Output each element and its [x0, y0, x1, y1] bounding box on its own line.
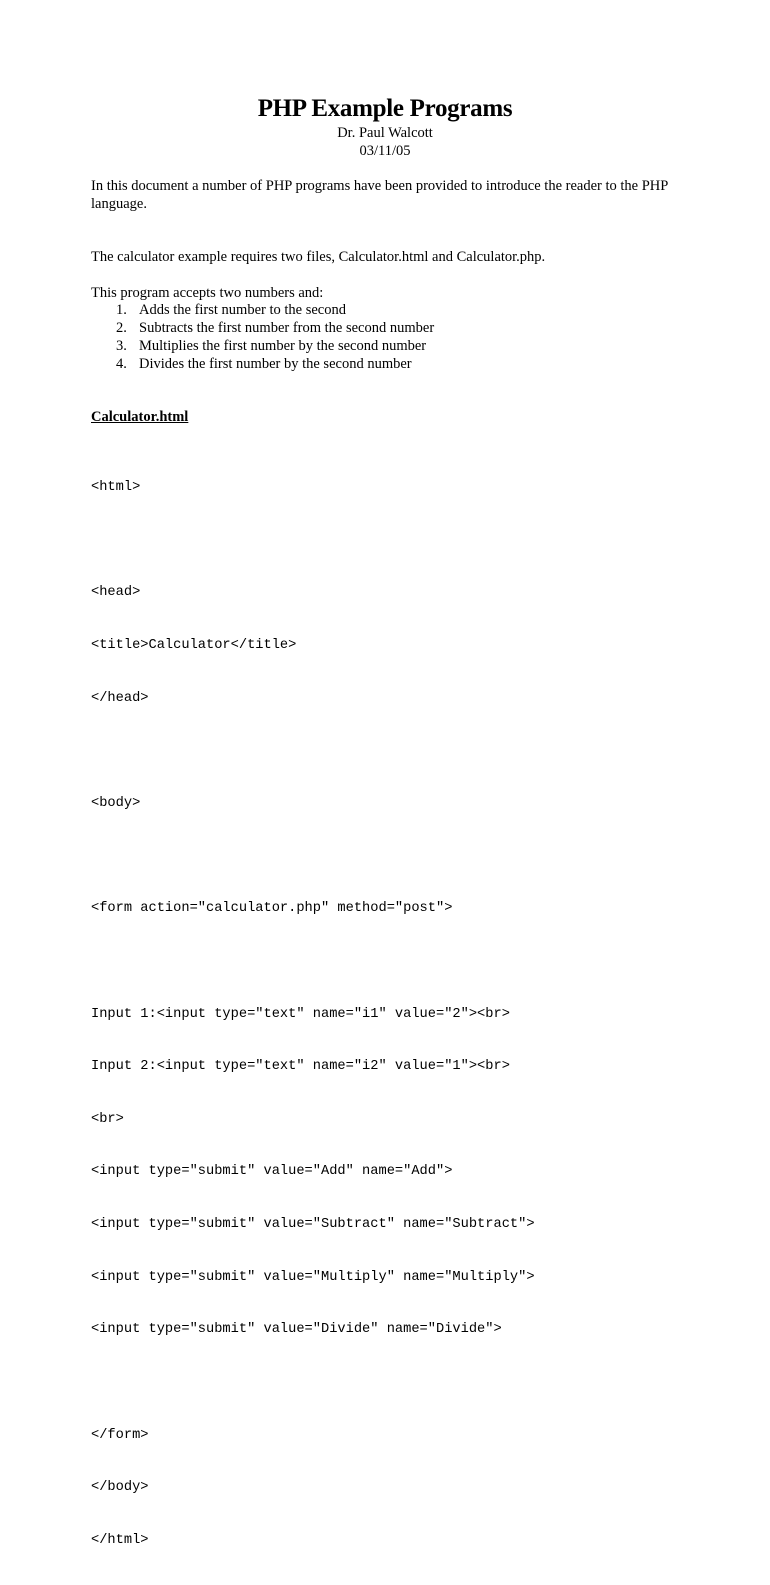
code-line: <br> [91, 1111, 124, 1127]
list-item-number: 3. [116, 338, 127, 354]
list-item [91, 301, 434, 319]
code-line: </body> [91, 1480, 149, 1496]
list-item-number: 4. [116, 356, 127, 372]
code-line: </html> [91, 1532, 149, 1548]
code-line: <head> [91, 585, 141, 601]
operations-list [91, 301, 434, 373]
list-item-text: Subtracts the first number from the second number [139, 320, 435, 336]
accepts-paragraph: This program accepts two numbers and: [91, 285, 324, 301]
list-item-text: Multiplies the first number by the second number [139, 338, 427, 354]
code-line: <input type="submit" value="Multiply" name="Multiply"> [91, 1269, 535, 1285]
list-item [91, 337, 434, 355]
intro-paragraph: In this document a number of PHP programs have been provided to introduce the reader to the PHP language. [91, 178, 668, 212]
list-item [91, 355, 434, 373]
code-block [91, 444, 731, 1585]
document-title: PHP Example Programs [257, 95, 513, 122]
code-line: <body> [91, 795, 141, 811]
list-item-number: 2. [116, 320, 127, 336]
section-heading: Calculator.html [91, 409, 189, 425]
code-line: <form action="calculator.php" method="post"> [91, 901, 453, 917]
code-line: </form> [91, 1427, 149, 1443]
code-line: <html> [91, 480, 141, 496]
calculator-intro-paragraph: The calculator example requires two files, Calculator.html and Calculator.php. [91, 249, 546, 265]
code-line: </head> [91, 690, 149, 706]
list-item-text: Adds the first number to the second [139, 302, 346, 318]
code-line: Input 1:<input type="text" name="i1" value="2"><br> [91, 1006, 510, 1022]
code-line [91, 742, 731, 760]
document-author: Dr. Paul Walcott [337, 125, 433, 141]
code-line [91, 953, 731, 971]
list-item-text: Divides the first number by the second number [139, 356, 412, 372]
code-line: <title>Calculator</title> [91, 638, 297, 654]
code-line: Input 2:<input type="text" name="i2" value="1"><br> [91, 1059, 510, 1075]
code-line [91, 532, 731, 550]
list-item-number: 1. [116, 302, 127, 318]
document-date: 03/11/05 [359, 143, 411, 159]
code-line [91, 848, 731, 866]
list-item [91, 319, 434, 337]
code-line: <input type="submit" value="Add" name="Add"> [91, 1164, 453, 1180]
code-line: <input type="submit" value="Subtract" name="Subtract"> [91, 1217, 535, 1233]
code-line [91, 1374, 731, 1392]
code-line: <input type="submit" value="Divide" name="Divide"> [91, 1322, 502, 1338]
